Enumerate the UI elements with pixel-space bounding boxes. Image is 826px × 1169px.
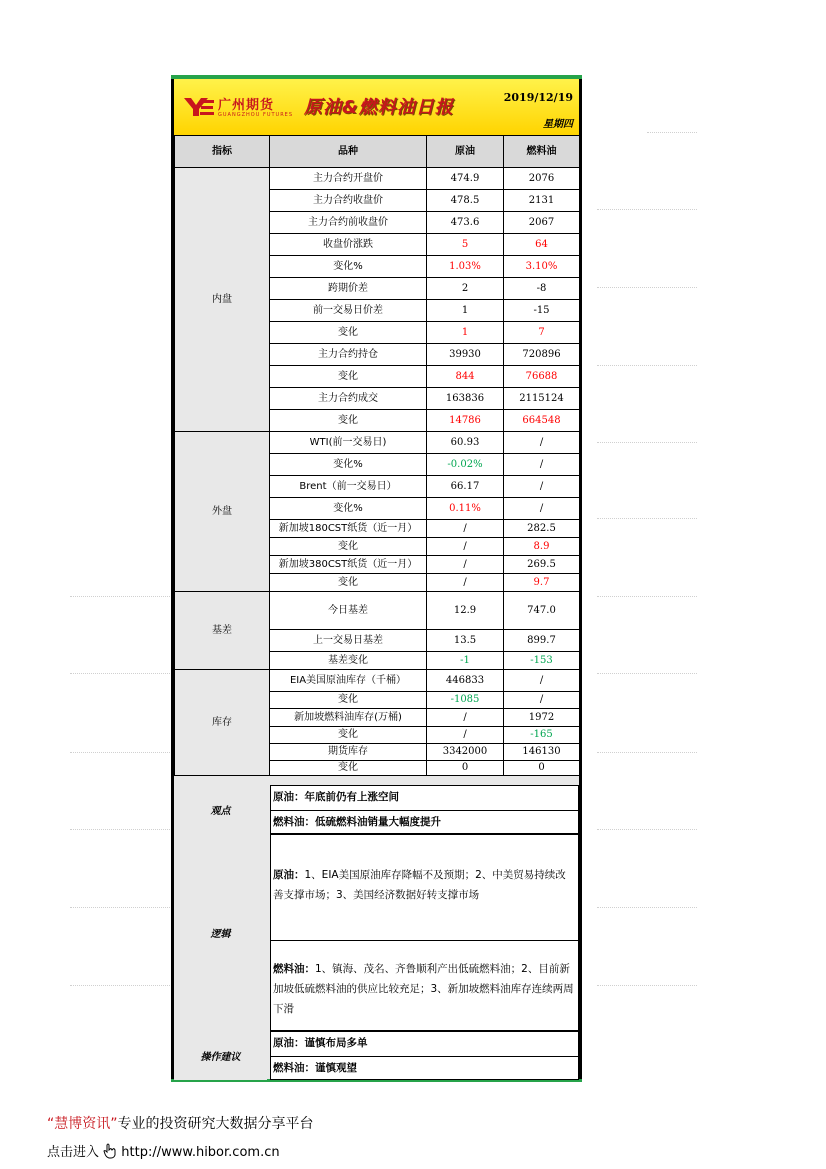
report-date: 2019/12/19 bbox=[503, 91, 573, 104]
fuel-value: 64 bbox=[504, 234, 580, 256]
fuel-value: / bbox=[504, 692, 580, 709]
fuel-value: 269.5 bbox=[504, 556, 580, 574]
row-name: 收盘价涨跌 bbox=[270, 234, 427, 256]
row-name: 新加坡380CST纸货（近一月） bbox=[270, 556, 427, 574]
crude-value: 0.11% bbox=[427, 498, 504, 520]
fuel-value: -153 bbox=[504, 652, 580, 670]
row-name: 新加坡180CST纸货（近一月） bbox=[270, 520, 427, 538]
crude-value: 1 bbox=[427, 322, 504, 344]
logic-label: 逻辑 bbox=[174, 834, 267, 1031]
row-name: 前一交易日价差 bbox=[270, 300, 427, 322]
guide-line bbox=[597, 985, 697, 987]
crude-value: 478.5 bbox=[427, 190, 504, 212]
fuel-value: 747.0 bbox=[504, 592, 580, 630]
logic-fuel-body: 1、镇海、茂名、齐鲁顺利产出低硫燃料油；2、目前新加坡低硫燃料油的供应比较充足；3、新加坡燃料油库存连续两周下滑 bbox=[273, 963, 574, 1015]
guide-line bbox=[597, 596, 697, 598]
row-name: 主力合约开盘价 bbox=[270, 168, 427, 190]
fuel-value: 720896 bbox=[504, 344, 580, 366]
table-row bbox=[175, 670, 580, 692]
report-title: 原油&燃料油日报 bbox=[304, 97, 454, 118]
guide-line bbox=[70, 829, 170, 831]
crude-value: 3342000 bbox=[427, 744, 504, 761]
guide-line bbox=[597, 365, 697, 367]
fuel-value: 2115124 bbox=[504, 388, 580, 410]
row-name: 新加坡燃料油库存(万桶) bbox=[270, 709, 427, 727]
fuel-value: / bbox=[504, 498, 580, 520]
crude-value: / bbox=[427, 727, 504, 744]
guide-line bbox=[70, 907, 170, 909]
report-header bbox=[174, 79, 579, 136]
row-name: EIA美国原油库存（千桶） bbox=[270, 670, 427, 692]
row-name: 变化 bbox=[270, 574, 427, 592]
row-name: 变化 bbox=[270, 366, 427, 388]
crude-value: -1 bbox=[427, 652, 504, 670]
row-name: 变化 bbox=[270, 761, 427, 776]
view-fuel: 燃料油：低硫燃料油销量大幅度提升 bbox=[270, 810, 579, 834]
view-block bbox=[174, 785, 579, 834]
crude-value: 474.9 bbox=[427, 168, 504, 190]
guide-line bbox=[597, 673, 697, 675]
guide-line bbox=[597, 287, 697, 289]
footer-link[interactable] bbox=[47, 1141, 280, 1160]
row-name: 主力合约持仓 bbox=[270, 344, 427, 366]
fuel-value: 2076 bbox=[504, 168, 580, 190]
fuel-value: 2131 bbox=[504, 190, 580, 212]
advice-crude: 原油：谨慎布局多单 bbox=[270, 1031, 579, 1057]
row-name: 上一交易日基差 bbox=[270, 630, 427, 652]
footer-quote-open: “ bbox=[47, 1116, 55, 1132]
crude-value: 446833 bbox=[427, 670, 504, 692]
crude-value: 0 bbox=[427, 761, 504, 776]
crude-value: 2 bbox=[427, 278, 504, 300]
column-header-indicator: 指标 bbox=[175, 136, 270, 168]
fuel-value: -165 bbox=[504, 727, 580, 744]
guide-line bbox=[597, 907, 697, 909]
table-row bbox=[175, 432, 580, 454]
fuel-value: 664548 bbox=[504, 410, 580, 432]
fuel-value: / bbox=[504, 454, 580, 476]
row-name: 期货库存 bbox=[270, 744, 427, 761]
crude-value: 1.03% bbox=[427, 256, 504, 278]
crude-value: 473.6 bbox=[427, 212, 504, 234]
fuel-value: 899.7 bbox=[504, 630, 580, 652]
advice-fuel: 燃料油：谨慎观望 bbox=[270, 1056, 579, 1080]
footer-url[interactable]: http://www.hibor.com.cn bbox=[121, 1145, 280, 1160]
logic-crude bbox=[270, 834, 579, 941]
column-header-fuel: 燃料油 bbox=[504, 136, 580, 168]
row-name: 变化 bbox=[270, 692, 427, 709]
fuel-value: -15 bbox=[504, 300, 580, 322]
fuel-value: 1972 bbox=[504, 709, 580, 727]
row-name: 变化 bbox=[270, 538, 427, 556]
fuel-value: 7 bbox=[504, 322, 580, 344]
crude-value: 12.9 bbox=[427, 592, 504, 630]
row-name: 主力合约前收盘价 bbox=[270, 212, 427, 234]
fuel-value: 0 bbox=[504, 761, 580, 776]
fuel-value: 76688 bbox=[504, 366, 580, 388]
section-label: 外盘 bbox=[175, 432, 270, 592]
footer-enter: 点击进入 bbox=[47, 1145, 100, 1160]
logic-block bbox=[174, 834, 579, 1031]
row-name: 变化 bbox=[270, 322, 427, 344]
section-label: 内盘 bbox=[175, 168, 270, 432]
advice-label: 操作建议 bbox=[174, 1031, 267, 1080]
row-name: 变化% bbox=[270, 498, 427, 520]
row-name: 变化 bbox=[270, 410, 427, 432]
section-label: 库存 bbox=[175, 670, 270, 776]
crude-value: 14786 bbox=[427, 410, 504, 432]
row-name: 基差变化 bbox=[270, 652, 427, 670]
hand-pointer-icon bbox=[103, 1143, 117, 1159]
logic-crude-head: 原油： bbox=[273, 869, 305, 881]
view-label: 观点 bbox=[174, 785, 267, 834]
crude-value: -1085 bbox=[427, 692, 504, 709]
column-header-variety: 品种 bbox=[270, 136, 427, 168]
crude-value: / bbox=[427, 538, 504, 556]
crude-value: / bbox=[427, 574, 504, 592]
crude-value: 66.17 bbox=[427, 476, 504, 498]
column-header-crude: 原油 bbox=[427, 136, 504, 168]
fuel-value: / bbox=[504, 476, 580, 498]
guide-line bbox=[597, 752, 697, 754]
row-name: 主力合约成交 bbox=[270, 388, 427, 410]
fuel-value: / bbox=[504, 432, 580, 454]
row-name: 今日基差 bbox=[270, 592, 427, 630]
crude-value: 844 bbox=[427, 366, 504, 388]
guide-line bbox=[70, 673, 170, 675]
table-row bbox=[175, 168, 580, 190]
report-weekday: 星期四 bbox=[543, 119, 573, 130]
crude-value: 163836 bbox=[427, 388, 504, 410]
table-header-row bbox=[175, 136, 580, 168]
table-row bbox=[175, 592, 580, 630]
crude-value: 1 bbox=[427, 300, 504, 322]
crude-value: 39930 bbox=[427, 344, 504, 366]
fuel-value: 146130 bbox=[504, 744, 580, 761]
fuel-value: / bbox=[504, 670, 580, 692]
guide-line bbox=[597, 518, 697, 520]
crude-value: / bbox=[427, 556, 504, 574]
brand-name-en: GUANGZHOU FUTURES bbox=[218, 112, 293, 118]
crude-value: / bbox=[427, 520, 504, 538]
crude-value: -0.02% bbox=[427, 454, 504, 476]
row-name: 变化 bbox=[270, 727, 427, 744]
crude-value: 60.93 bbox=[427, 432, 504, 454]
crude-value: 5 bbox=[427, 234, 504, 256]
guide-line bbox=[70, 752, 170, 754]
row-name: Brent（前一交易日） bbox=[270, 476, 427, 498]
row-name: 变化% bbox=[270, 454, 427, 476]
data-table bbox=[174, 135, 580, 776]
row-name: WTI(前一交易日) bbox=[270, 432, 427, 454]
guide-line bbox=[647, 132, 697, 134]
footer-slogan-text: 专业的投资研究大数据分享平台 bbox=[117, 1116, 314, 1132]
logic-crude-body: 1、EIA美国原油库存降幅不及预期；2、中美贸易持续改善支撑市场；3、美国经济数据好转支撑市场 bbox=[273, 869, 566, 901]
guide-line bbox=[597, 442, 697, 444]
footer-site-name: 慧博资讯 bbox=[54, 1116, 111, 1132]
fuel-value: 282.5 bbox=[504, 520, 580, 538]
crude-value: / bbox=[427, 709, 504, 727]
guide-line bbox=[597, 829, 697, 831]
fuel-value: -8 bbox=[504, 278, 580, 300]
advice-block bbox=[174, 1031, 579, 1080]
fuel-value: 9.7 bbox=[504, 574, 580, 592]
row-name: 变化% bbox=[270, 256, 427, 278]
logic-fuel bbox=[270, 940, 579, 1031]
guide-line bbox=[70, 985, 170, 987]
guide-line bbox=[70, 596, 170, 598]
fuel-value: 2067 bbox=[504, 212, 580, 234]
row-name: 主力合约收盘价 bbox=[270, 190, 427, 212]
crude-value: 13.5 bbox=[427, 630, 504, 652]
row-name: 跨期价差 bbox=[270, 278, 427, 300]
section-label: 基差 bbox=[175, 592, 270, 670]
fuel-value: 3.10% bbox=[504, 256, 580, 278]
brand-name: 广州期货 bbox=[218, 98, 275, 113]
fuel-value: 8.9 bbox=[504, 538, 580, 556]
gzf-logo-icon bbox=[184, 96, 214, 118]
guide-line bbox=[597, 209, 697, 211]
logic-fuel-head: 燃料油： bbox=[273, 963, 315, 975]
footer-quote-close: ” bbox=[110, 1116, 118, 1132]
footer-slogan bbox=[47, 1113, 314, 1133]
view-crude: 原油：年底前仍有上涨空间 bbox=[270, 785, 579, 811]
